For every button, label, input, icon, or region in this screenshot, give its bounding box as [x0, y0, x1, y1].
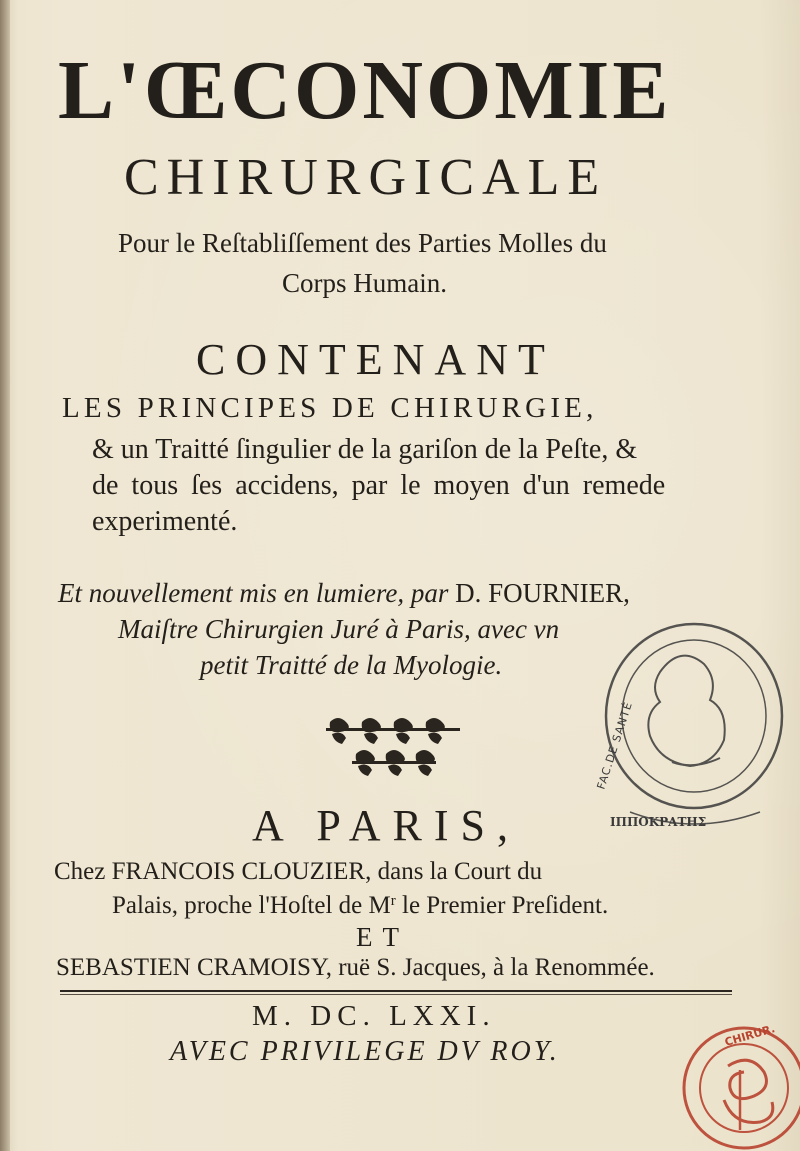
principes-line: LES PRINCIPES DE CHIRURGIE, — [62, 392, 598, 424]
book-subtitle: CHIRURGICALE — [124, 149, 608, 206]
printer-1-line-2-b: le Premier Preſident. — [395, 892, 609, 919]
contenant-heading: CONTENANT — [196, 335, 555, 384]
description-line-2: & un Traitté ſingulier de la gariſon de la Peſte, & — [92, 434, 638, 465]
fleuron-ornament — [326, 714, 460, 782]
privilege-line: AVEC PRIVILEGE DV ROY. — [170, 1036, 560, 1067]
book-gutter — [0, 0, 10, 1151]
imprint-rule — [60, 990, 732, 992]
imprint-rule-thin — [60, 994, 732, 995]
svg-text:CHIRUR.: CHIRUR. — [723, 1022, 777, 1049]
fleuron-row-1 — [326, 718, 460, 744]
faculty-stamp — [590, 612, 786, 848]
author-line-2: Maiſtre Chirurgien Juré à Paris, avec vn — [118, 614, 560, 644]
svg-text:FAC.DE SANTÉ: FAC.DE SANTÉ — [594, 700, 636, 791]
printer-1-line-1: Chez FRANCOIS CLOUZIER, dans la Court du — [54, 858, 543, 885]
fleuron-row-2 — [352, 750, 436, 776]
printer-1-line-2-a: Palais, proche l'Hoſtel de M — [112, 892, 391, 919]
imprint-place: A PARIS, — [252, 801, 521, 850]
author-line-1 — [58, 578, 630, 609]
purpose-line-1: Pour le Reſtabliſſement des Parties Molles du — [118, 228, 607, 258]
description-line-4: experimenté. — [92, 506, 238, 537]
conjunction-et: ET — [356, 922, 409, 952]
author-intro: Et nouvellement mis en lumiere, par — [58, 578, 449, 608]
printer-2: SEBASTIEN CRAMOISY, ruë S. Jacques, à la Renommée. — [56, 954, 655, 981]
library-stamp — [676, 1018, 800, 1151]
author-name: D. FOURNIER, — [455, 578, 630, 608]
printer-1-line-2 — [112, 892, 608, 920]
book-title: L'ŒCONOMIE — [58, 44, 672, 137]
publication-date: M. DC. LXXI. — [252, 1000, 496, 1032]
author-line-3: petit Traitté de la Myologie. — [200, 650, 503, 680]
purpose-line-2: Corps Humain. — [282, 268, 447, 298]
printer-1-line-2-sup: r — [390, 893, 396, 909]
description-line-3: de tous ſes accidens, par le moyen d'un remede — [92, 470, 666, 501]
stamp-faculty-caption: ΙΠΠΟΚΡΑΤΗΣ — [610, 815, 707, 829]
